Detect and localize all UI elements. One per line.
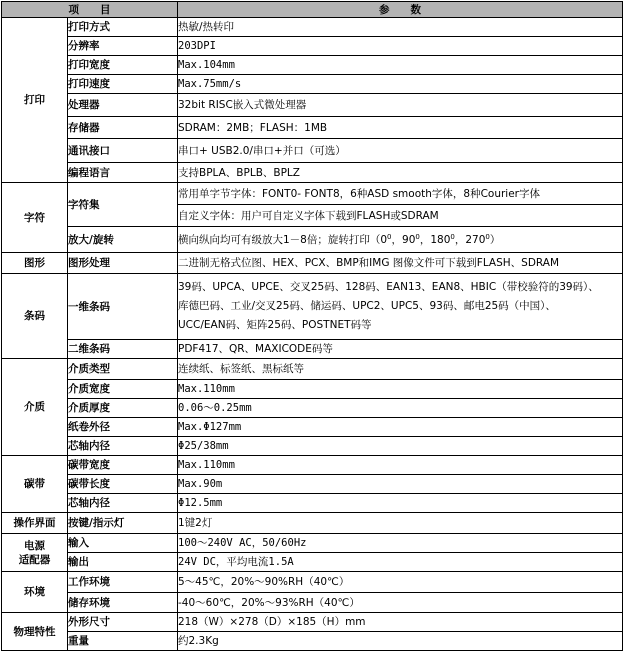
item-media-thickness: 介质厚度: [68, 399, 178, 418]
value-language: 支持BPLA、BPLB、BPLZ: [178, 163, 623, 183]
value-keys-leds: 1键2灯: [178, 513, 623, 534]
category-graphics: 图形: [2, 253, 68, 274]
value-1d-barcode-line-3: UCC/EAN码、矩阵25码、POSTNET码等: [178, 319, 372, 331]
value-interface: 串口+ USB2.0/串口+并口（可选）: [178, 139, 623, 163]
item-ribbon-width: 碳带宽度: [68, 456, 178, 475]
degree-sup-3: 0: [450, 232, 455, 241]
value-dimensions: 218（W）×278（D）×185（H）mm: [178, 613, 623, 632]
item-charset: 字符集: [68, 183, 178, 227]
value-power-input: 100～240V AC，50/60Hz: [178, 534, 623, 553]
header-item: 项 目: [2, 2, 178, 18]
value-zoom-sep-2: ，180: [419, 233, 451, 246]
category-ui: 操作界面: [2, 513, 68, 534]
value-ribbon-length: Max.90m: [178, 475, 623, 494]
category-media: 介质: [2, 359, 68, 456]
category-ribbon: 碳带: [2, 456, 68, 513]
item-ribbon-core-id: 芯轴内径: [68, 494, 178, 513]
item-resolution: 分辨率: [68, 37, 178, 56]
header-row: [2, 2, 623, 18]
value-weight: 约2.3Kg: [178, 632, 623, 651]
degree-sup-2: 0: [415, 232, 420, 241]
value-roll-od: Max.Φ127mm: [178, 418, 623, 437]
degree-sup-4: 0: [485, 232, 490, 241]
value-zoom-text: 横向纵向均可有级放大1－8倍；旋转打印（0: [178, 233, 388, 246]
value-2d-barcode: PDF417、QR、MAXICODE码等: [178, 340, 623, 359]
item-memory: 存储器: [68, 117, 178, 139]
item-keys-leds: 按键/指示灯: [68, 513, 178, 534]
value-media-core-id: Φ25/38mm: [178, 437, 623, 456]
value-media-thickness: 0.06～0.25mm: [178, 399, 623, 418]
value-operating-env: 5～45℃，20%～90%RH（40℃）: [178, 572, 623, 593]
item-operating-env: 工作环境: [68, 572, 178, 593]
value-processor: 32bit RISC嵌入式微处理器: [178, 94, 623, 117]
value-media-width: Max.110mm: [178, 380, 623, 399]
value-zoom-rotate: [178, 227, 623, 253]
item-graphics: 图形处理: [68, 253, 178, 274]
value-print-method: 热敏/热转印: [178, 18, 623, 37]
item-1d-barcode: 一维条码: [68, 274, 178, 340]
item-language: 编程语言: [68, 163, 178, 183]
item-dimensions: 外形尺寸: [68, 613, 178, 632]
value-charset-2: 自定义字体：用户可自定义字体下载到FLASH或SDRAM: [178, 205, 623, 227]
category-print: 打印: [2, 18, 68, 183]
item-power-input: 输入: [68, 534, 178, 553]
category-power: [2, 534, 68, 572]
item-media-core-id: 芯轴内径: [68, 437, 178, 456]
value-ribbon-width: Max.110mm: [178, 456, 623, 475]
value-1d-barcode: [178, 274, 623, 340]
value-zoom-sep-3: ，270: [454, 233, 486, 246]
value-charset-1: 常用单字节字体：FONT0- FONT8，6种ASD smooth字体，8种Courier字体: [178, 183, 623, 205]
item-storage-env: 储存环境: [68, 593, 178, 613]
value-1d-barcode-line-1: 39码、UPCA、UPCE、交叉25码、128码、EAN13、EAN8、HBIC（带校验符的39码）、: [178, 281, 599, 293]
value-media-type: 连续纸、标签纸、黑标纸等: [178, 359, 623, 380]
value-print-speed: Max.75mm/s: [178, 75, 623, 94]
item-weight: 重量: [68, 632, 178, 651]
spec-table: [1, 1, 623, 651]
value-zoom-close: ）: [489, 233, 501, 246]
category-font: 字符: [2, 183, 68, 253]
value-power-output: 24V DC，平均电流1.5A: [178, 553, 623, 572]
value-graphics: 二进制无格式位图、HEX、PCX、BMP和IMG 图像文件可下载到FLASH、SDRAM: [178, 253, 623, 274]
category-physical: 物理特性: [2, 613, 68, 651]
item-print-speed: 打印速度: [68, 75, 178, 94]
header-param: 参 数: [178, 2, 623, 18]
item-media-type: 介质类型: [68, 359, 178, 380]
item-interface: 通讯接口: [68, 139, 178, 163]
item-zoom-rotate: 放大/旋转: [68, 227, 178, 253]
category-power-line-1: 电源: [24, 539, 45, 552]
category-power-line-2: 适配器: [18, 553, 51, 566]
item-print-method: 打印方式: [68, 18, 178, 37]
item-power-output: 输出: [68, 553, 178, 572]
value-memory: SDRAM：2MB；FLASH：1MB: [178, 117, 623, 139]
value-ribbon-core-id: Φ12.5mm: [178, 494, 623, 513]
item-ribbon-length: 碳带长度: [68, 475, 178, 494]
item-print-width: 打印宽度: [68, 56, 178, 75]
degree-sup-1: 0: [387, 232, 392, 241]
category-environment: 环境: [2, 572, 68, 613]
value-storage-env: -40～60℃，20%～93%RH（40℃）: [178, 593, 623, 613]
item-media-width: 介质宽度: [68, 380, 178, 399]
item-roll-od: 纸卷外径: [68, 418, 178, 437]
value-resolution: 203DPI: [178, 37, 623, 56]
value-zoom-sep-1: ，90: [391, 233, 416, 246]
category-barcode: 条码: [2, 274, 68, 359]
value-1d-barcode-line-2: 库德巴码、工业/交叉25码、储运码、UPC2、UPC5、93码、邮电25码（中国）、: [178, 300, 556, 312]
item-processor: 处理器: [68, 94, 178, 117]
value-print-width: Max.104mm: [178, 56, 623, 75]
item-2d-barcode: 二维条码: [68, 340, 178, 359]
